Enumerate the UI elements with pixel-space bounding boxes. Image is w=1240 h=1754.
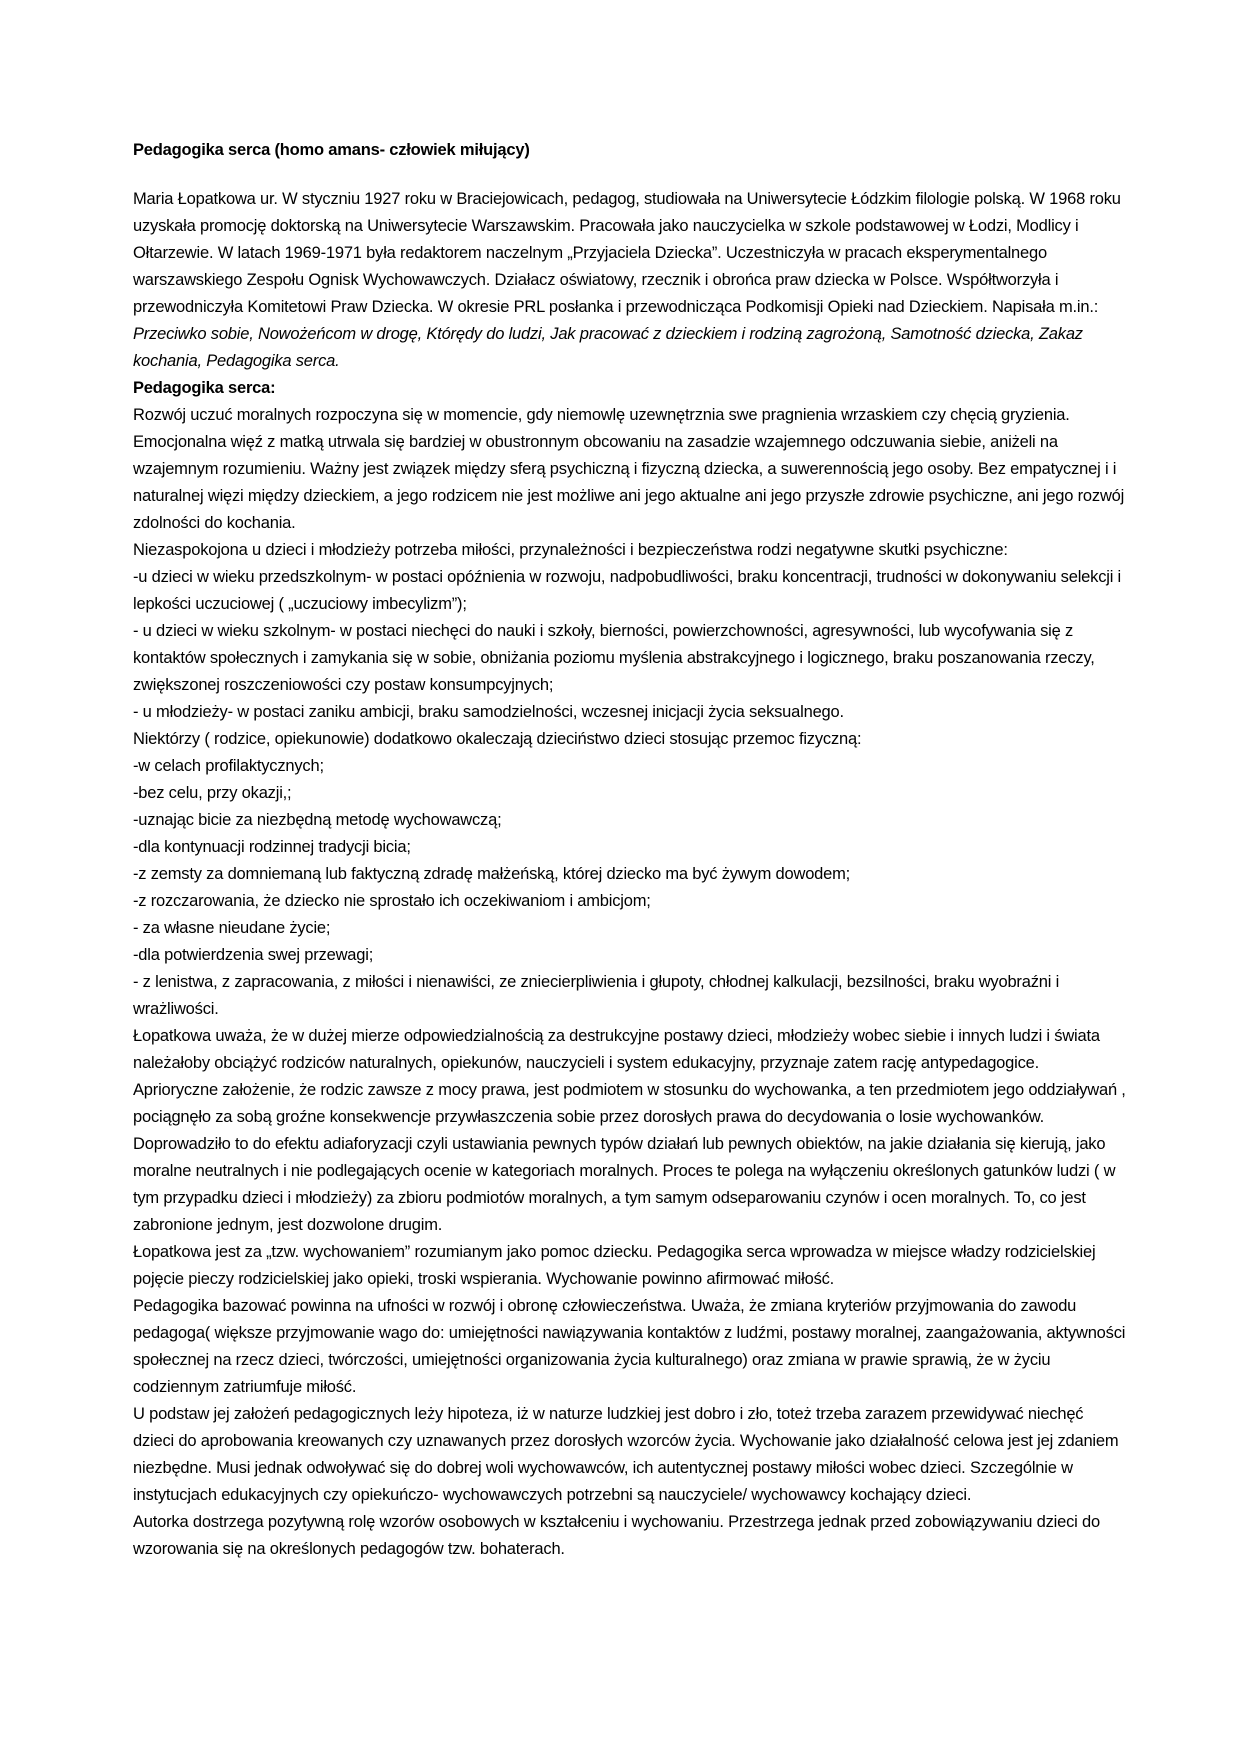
- body-paragraph: Rozwój uczuć moralnych rozpoczyna się w momencie, gdy niemowlę uzewnętrznia swe pragnienia wrzaskiem czy chęcią gryzienia. Emocjonalna więź z matką utrwala się bardziej w obustronnym obcowaniu na zasadzie wzajemnego odczuwania siebie, aniżeli na wzajemnym rozumieniu. Ważny jest związek między sferą psychiczną i fizyczną dziecka, a suwerennością jego osoby. Bez empatycznej i i naturalnej więzi między dzieckiem, a jego rodzicem nie jest możliwe ani jego aktualne ani jego przyszłe zdrowie psychiczne, ani jego rozwój zdolności do kochania.: [133, 406, 1125, 532]
- body-paragraph: -bez celu, przy okazji,;: [133, 784, 292, 802]
- body-text: [133, 402, 1128, 1563]
- body-paragraph: - u młodzieży- w postaci zaniku ambicji, braku samodzielności, wczesnej inicjacji życia seksualnego.: [133, 703, 844, 721]
- body-paragraph: Pedagogika bazować powinna na ufności w rozwój i obronę człowieczeństwa. Uważa, że zmiana kryteriów przyjmowania do zawodu pedagoga( większe przyjmowanie wago do: umiejętności nawiązywania kontaktów z ludźmi, postawy moralnej, zaangażowania, aktywności społecznej na rzecz dzieci, twórczości, umiejętności organizowania życia kulturalnego) oraz zmiana w prawie sprawią, że w życiu codziennym zatriumfuje miłość.: [133, 1297, 1126, 1396]
- body-paragraph: -u dzieci w wieku przedszkolnym- w postaci opóźnienia w rozwoju, nadpobudliwości, braku koncentracji, trudności w dokonywaniu selekcji i lepkości uczuciowej ( „uczuciowy imbecylizm”);: [133, 568, 1122, 613]
- body-paragraph: Niezaspokojona u dzieci i młodzieży potrzeba miłości, przynależności i bezpieczeństwa rodzi negatywne skutki psychiczne:: [133, 541, 1008, 559]
- body-paragraph: -w celach profilaktycznych;: [133, 757, 324, 775]
- body-paragraph: Niektórzy ( rodzice, opiekunowie) dodatkowo okaleczają dzieciństwo dzieci stosując przemoc fizyczną:: [133, 730, 862, 748]
- body-paragraph: - za własne nieudane życie;: [133, 919, 331, 937]
- body-paragraph: -z zemsty za domniemaną lub faktyczną zdradę małżeńską, której dziecko ma być żywym dowodem;: [133, 865, 851, 883]
- body-paragraph: U podstaw jej założeń pedagogicznych leży hipoteza, iż w naturze ludzkiej jest dobro i zło, toteż trzeba zarazem przewidywać niechęć dzieci do aprobowania kreowanych czy uznawanych przez dorosłych wzorców życia. Wychowanie jako działalność celowa jest jej zdaniem niezbędne. Musi jednak odwoływać się do dobrej woli wychowawców, ich autentycznej postawy miłości wobec dzieci. Szczególnie w instytucjach edukacyjnych czy opiekuńczo- wychowawczych potrzebni są nauczyciele/ wychowawcy kochający dzieci.: [133, 1405, 1119, 1504]
- intro-text: Maria Łopatkowa ur. W styczniu 1927 roku w Braciejowicach, pedagog, studiowała na Uniwersytecie Łódzkim filologie polską. W 1968 roku uzyskała promocję doktorską na Uniwersytecie Warszawskim. Pracowała jako nauczycielka w szkole podstawowej w Łodzi, Modlicy i Ołtarzewie. W latach 1969-1971 była redaktorem naczelnym „Przyjaciela Dziecka”. Uczestniczyła w pracach eksperymentalnego warszawskiego Zespołu Ognisk Wychowawczych. Działacz oświatowy, rzecznik i obrońca praw dziecka w Polsce. Współtworzyła i przewodniczyła Komitetowi Praw Dziecka. W okresie PRL posłanka i przewodnicząca Podkomisji Opieki nad Dzieckiem. Napisała m.in.:: [133, 190, 1121, 316]
- section-heading: Pedagogika serca:: [133, 379, 276, 397]
- intro-paragraph: [133, 186, 1128, 375]
- body-paragraph: -uznając bicie za niezbędną metodę wychowawczą;: [133, 811, 502, 829]
- body-paragraph: -z rozczarowania, że dziecko nie sprostało ich oczekiwaniom i ambicjom;: [133, 892, 651, 910]
- intro-book-titles: Przeciwko sobie, Nowożeńcom w drogę, Którędy do ludzi, Jak pracować z dzieckiem i rodziną zagrożoną, Samotność dziecka, Zakaz kochania, Pedagogika serca.: [133, 325, 1083, 370]
- body-paragraph: Autorka dostrzega pozytywną rolę wzorów osobowych w kształceniu i wychowaniu. Przestrzega jednak przed zobowiązywaniu dzieci do wzorowania się na określonych pedagogów tzw. bohaterach.: [133, 1513, 1100, 1558]
- body-paragraph: Łopatkowa uważa, że w dużej mierze odpowiedzialnością za destrukcyjne postawy dzieci, młodzieży wobec siebie i innych ludzi i świata należałoby obciążyć rodziców naturalnych, opiekunów, nauczycieli i system edukacyjny, przyznaje zatem rację antypedagogice.: [133, 1027, 1100, 1072]
- document-title: Pedagogika serca (homo amans- człowiek miłujący): [133, 141, 530, 159]
- body-paragraph: Aprioryczne założenie, że rodzic zawsze z mocy prawa, jest podmiotem w stosunku do wychowanka, a ten przedmiotem jego oddziaływań , pociągnęło za sobą groźne konsekwencje przywłaszczenia sobie przez dorosłych prawa do decydowania o losie wychowanków. Doprowadziło to do efektu adiaforyzacji czyli ustawiania pewnych typów działań lub pewnych obiektów, na jakie działania się kierują, jako moralne neutralnych i nie podlegających ocenie w kategoriach moralnych. Proces te polega na wyłączeniu określonych gatunków ludzi ( w tym przypadku dzieci i młodzieży) za zbioru podmiotów moralnych, a tym samym odseparowaniu czynów i ocen moralnych. To, co jest zabronione jednym, jest dozwolone drugim.: [133, 1081, 1126, 1234]
- body-paragraph: - u dzieci w wieku szkolnym- w postaci niechęci do nauki i szkoły, bierności, powierzchowności, agresywności, lub wycofywania się z kontaktów społecznych i zamykania się w sobie, obniżania poziomu myślenia abstrakcyjnego i logicznego, braku poszanowania rzeczy, zwiększonej roszczeniowości czy postaw konsumpcyjnych;: [133, 622, 1095, 694]
- body-paragraph: -dla potwierdzenia swej przewagi;: [133, 946, 374, 964]
- body-paragraph: -dla kontynuacji rodzinnej tradycji bicia;: [133, 838, 411, 856]
- body-paragraph: - z lenistwa, z zapracowania, z miłości i nienawiści, ze zniecierpliwienia i głupoty, chłodnej kalkulacji, bezsilności, braku wyobraźni i wrażliwości.: [133, 973, 1060, 1018]
- body-paragraph: Łopatkowa jest za „tzw. wychowaniem” rozumianym jako pomoc dziecku. Pedagogika serca wprowadza w miejsce władzy rodzicielskiej pojęcie pieczy rodzicielskiej jako opieki, troski wspierania. Wychowanie powinno afirmować miłość.: [133, 1243, 1096, 1288]
